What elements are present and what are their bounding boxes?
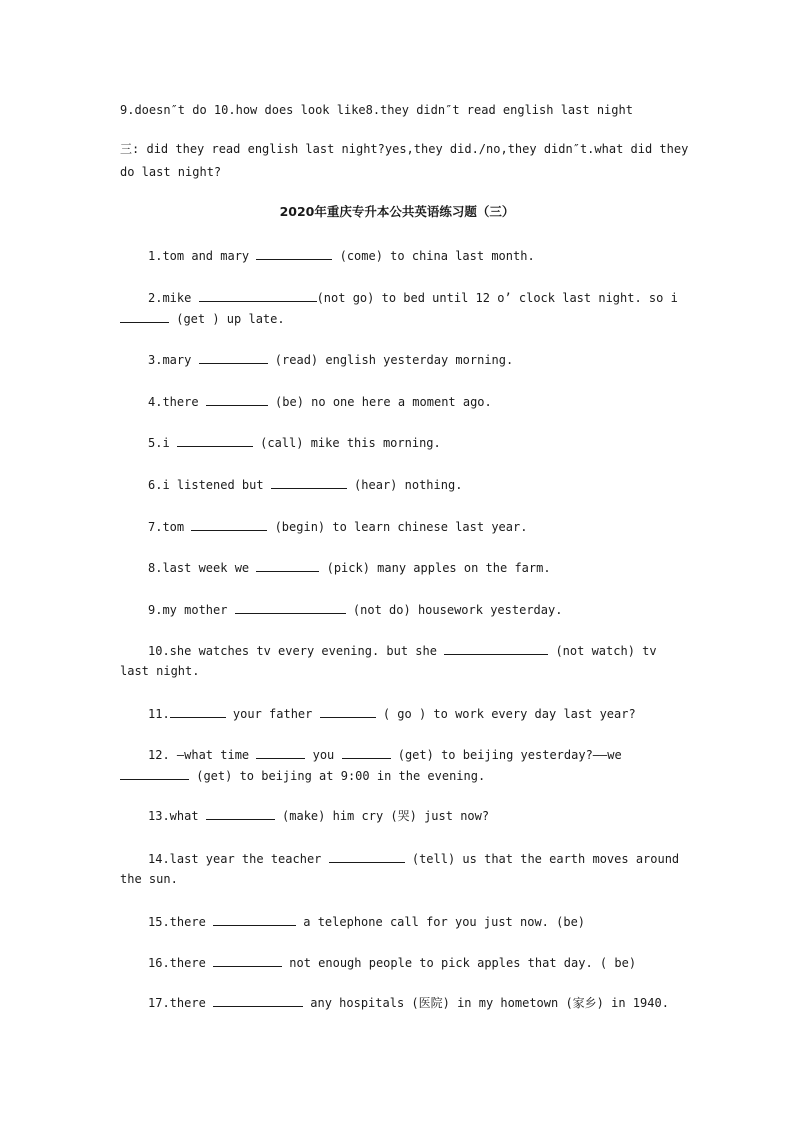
answer-blank[interactable] bbox=[320, 706, 376, 718]
question-5 bbox=[148, 435, 441, 450]
answer-blank[interactable] bbox=[120, 311, 169, 323]
question-text: (get ) up late. bbox=[169, 312, 285, 326]
question-text: (not do) housework yesterday. bbox=[345, 603, 563, 617]
question-text: (get) to beijing yesterday?——we bbox=[390, 748, 622, 762]
answer-blank[interactable] bbox=[199, 290, 317, 302]
answer-blank[interactable] bbox=[191, 519, 267, 531]
answer-blank[interactable] bbox=[329, 851, 405, 863]
answer-blank[interactable] bbox=[213, 995, 303, 1007]
question-7 bbox=[148, 519, 527, 534]
question-text: 3.mary bbox=[148, 353, 199, 367]
question-6 bbox=[148, 477, 462, 492]
answer-section-marker: 三 bbox=[120, 142, 133, 156]
answer-blank[interactable] bbox=[120, 768, 189, 780]
question-text: 11. bbox=[148, 707, 170, 721]
question-text: (make) him cry (哭) just now? bbox=[274, 809, 490, 823]
answer-blank[interactable] bbox=[213, 914, 296, 926]
answer-blank[interactable] bbox=[206, 394, 268, 406]
answer-line-3: do last night? bbox=[120, 165, 222, 179]
question-11 bbox=[148, 706, 636, 721]
answer-blank[interactable] bbox=[256, 560, 319, 572]
question-9 bbox=[148, 602, 562, 617]
question-text: 17.there bbox=[148, 996, 214, 1010]
answer-blank[interactable] bbox=[271, 477, 347, 489]
question-text: (get) to beijing at 9:00 in the evening. bbox=[189, 769, 486, 783]
answer-blank[interactable] bbox=[342, 747, 391, 759]
question-8 bbox=[148, 560, 551, 575]
question-text: 4.there bbox=[148, 395, 206, 409]
question-12 bbox=[148, 747, 622, 762]
question-text: 9.my mother bbox=[148, 603, 235, 617]
question-text: ( go ) to work every day last year? bbox=[375, 707, 636, 721]
question-text: 16.there bbox=[148, 956, 214, 970]
answer-blank[interactable] bbox=[177, 435, 253, 447]
answer-line-2 bbox=[120, 142, 688, 156]
question-17 bbox=[148, 995, 669, 1010]
question-text: 13.what bbox=[148, 809, 206, 823]
question-text: your father bbox=[225, 707, 320, 721]
question-1 bbox=[148, 248, 535, 263]
question-12-cont bbox=[120, 768, 485, 783]
question-text: (not go) to bed until 12 o’ clock last night. so i bbox=[316, 291, 678, 305]
question-text: 10.she watches tv every evening. but she bbox=[148, 644, 445, 658]
question-text: 5.i bbox=[148, 436, 177, 450]
answer-line-1: 9.doesn″t do 10.how does look like8.they didn″t read english last night bbox=[120, 103, 633, 117]
question-16 bbox=[148, 955, 636, 970]
question-13 bbox=[148, 808, 489, 823]
question-text: a telephone call for you just now. (be) bbox=[296, 915, 586, 929]
question-text: 12. —what time bbox=[148, 748, 257, 762]
question-text: (come) to china last month. bbox=[332, 249, 535, 263]
question-text: (tell) us that the earth moves around bbox=[404, 852, 680, 866]
question-2 bbox=[148, 290, 678, 305]
question-text: (pick) many apples on the farm. bbox=[319, 561, 551, 575]
question-text: 1.tom and mary bbox=[148, 249, 257, 263]
question-text: 14.last year the teacher bbox=[148, 852, 329, 866]
question-text: (hear) nothing. bbox=[346, 478, 463, 492]
question-2-cont bbox=[120, 311, 285, 326]
question-text: (read) english yesterday morning. bbox=[267, 353, 514, 367]
question-14-cont: the sun. bbox=[120, 872, 178, 886]
question-text: any hospitals (医院) in my hometown (家乡) in 1940. bbox=[303, 996, 669, 1010]
answer-blank[interactable] bbox=[444, 643, 548, 655]
answer-blank[interactable] bbox=[235, 602, 346, 614]
question-3 bbox=[148, 352, 513, 367]
question-15 bbox=[148, 914, 585, 929]
question-text: 6.i listened but bbox=[148, 478, 271, 492]
question-text: (call) mike this morning. bbox=[252, 436, 441, 450]
question-text: (begin) to learn chinese last year. bbox=[267, 520, 528, 534]
question-text: you bbox=[305, 748, 342, 762]
question-4 bbox=[148, 394, 492, 409]
section-title: 2020年重庆专升本公共英语练习题（三） bbox=[279, 204, 515, 219]
answer-blank[interactable] bbox=[170, 706, 226, 718]
question-text: 8.last week we bbox=[148, 561, 257, 575]
answer-blank[interactable] bbox=[213, 955, 282, 967]
answer-blank[interactable] bbox=[256, 248, 332, 260]
question-text: not enough people to pick apples that day. ( be) bbox=[282, 956, 637, 970]
question-10 bbox=[148, 643, 657, 658]
question-text: (be) no one here a moment ago. bbox=[267, 395, 492, 409]
question-14 bbox=[148, 851, 679, 866]
answer-line-2-text: : did they read english last night?yes,they did./no,they didn″t.what did they bbox=[132, 142, 689, 156]
answer-blank[interactable] bbox=[199, 352, 268, 364]
question-text: 2.mike bbox=[148, 291, 199, 305]
question-text: 7.tom bbox=[148, 520, 192, 534]
question-text: (not watch) tv bbox=[548, 644, 657, 658]
answer-blank[interactable] bbox=[256, 747, 305, 759]
question-10-cont: last night. bbox=[120, 664, 200, 678]
answer-blank[interactable] bbox=[206, 808, 275, 820]
question-text: 15.there bbox=[148, 915, 214, 929]
